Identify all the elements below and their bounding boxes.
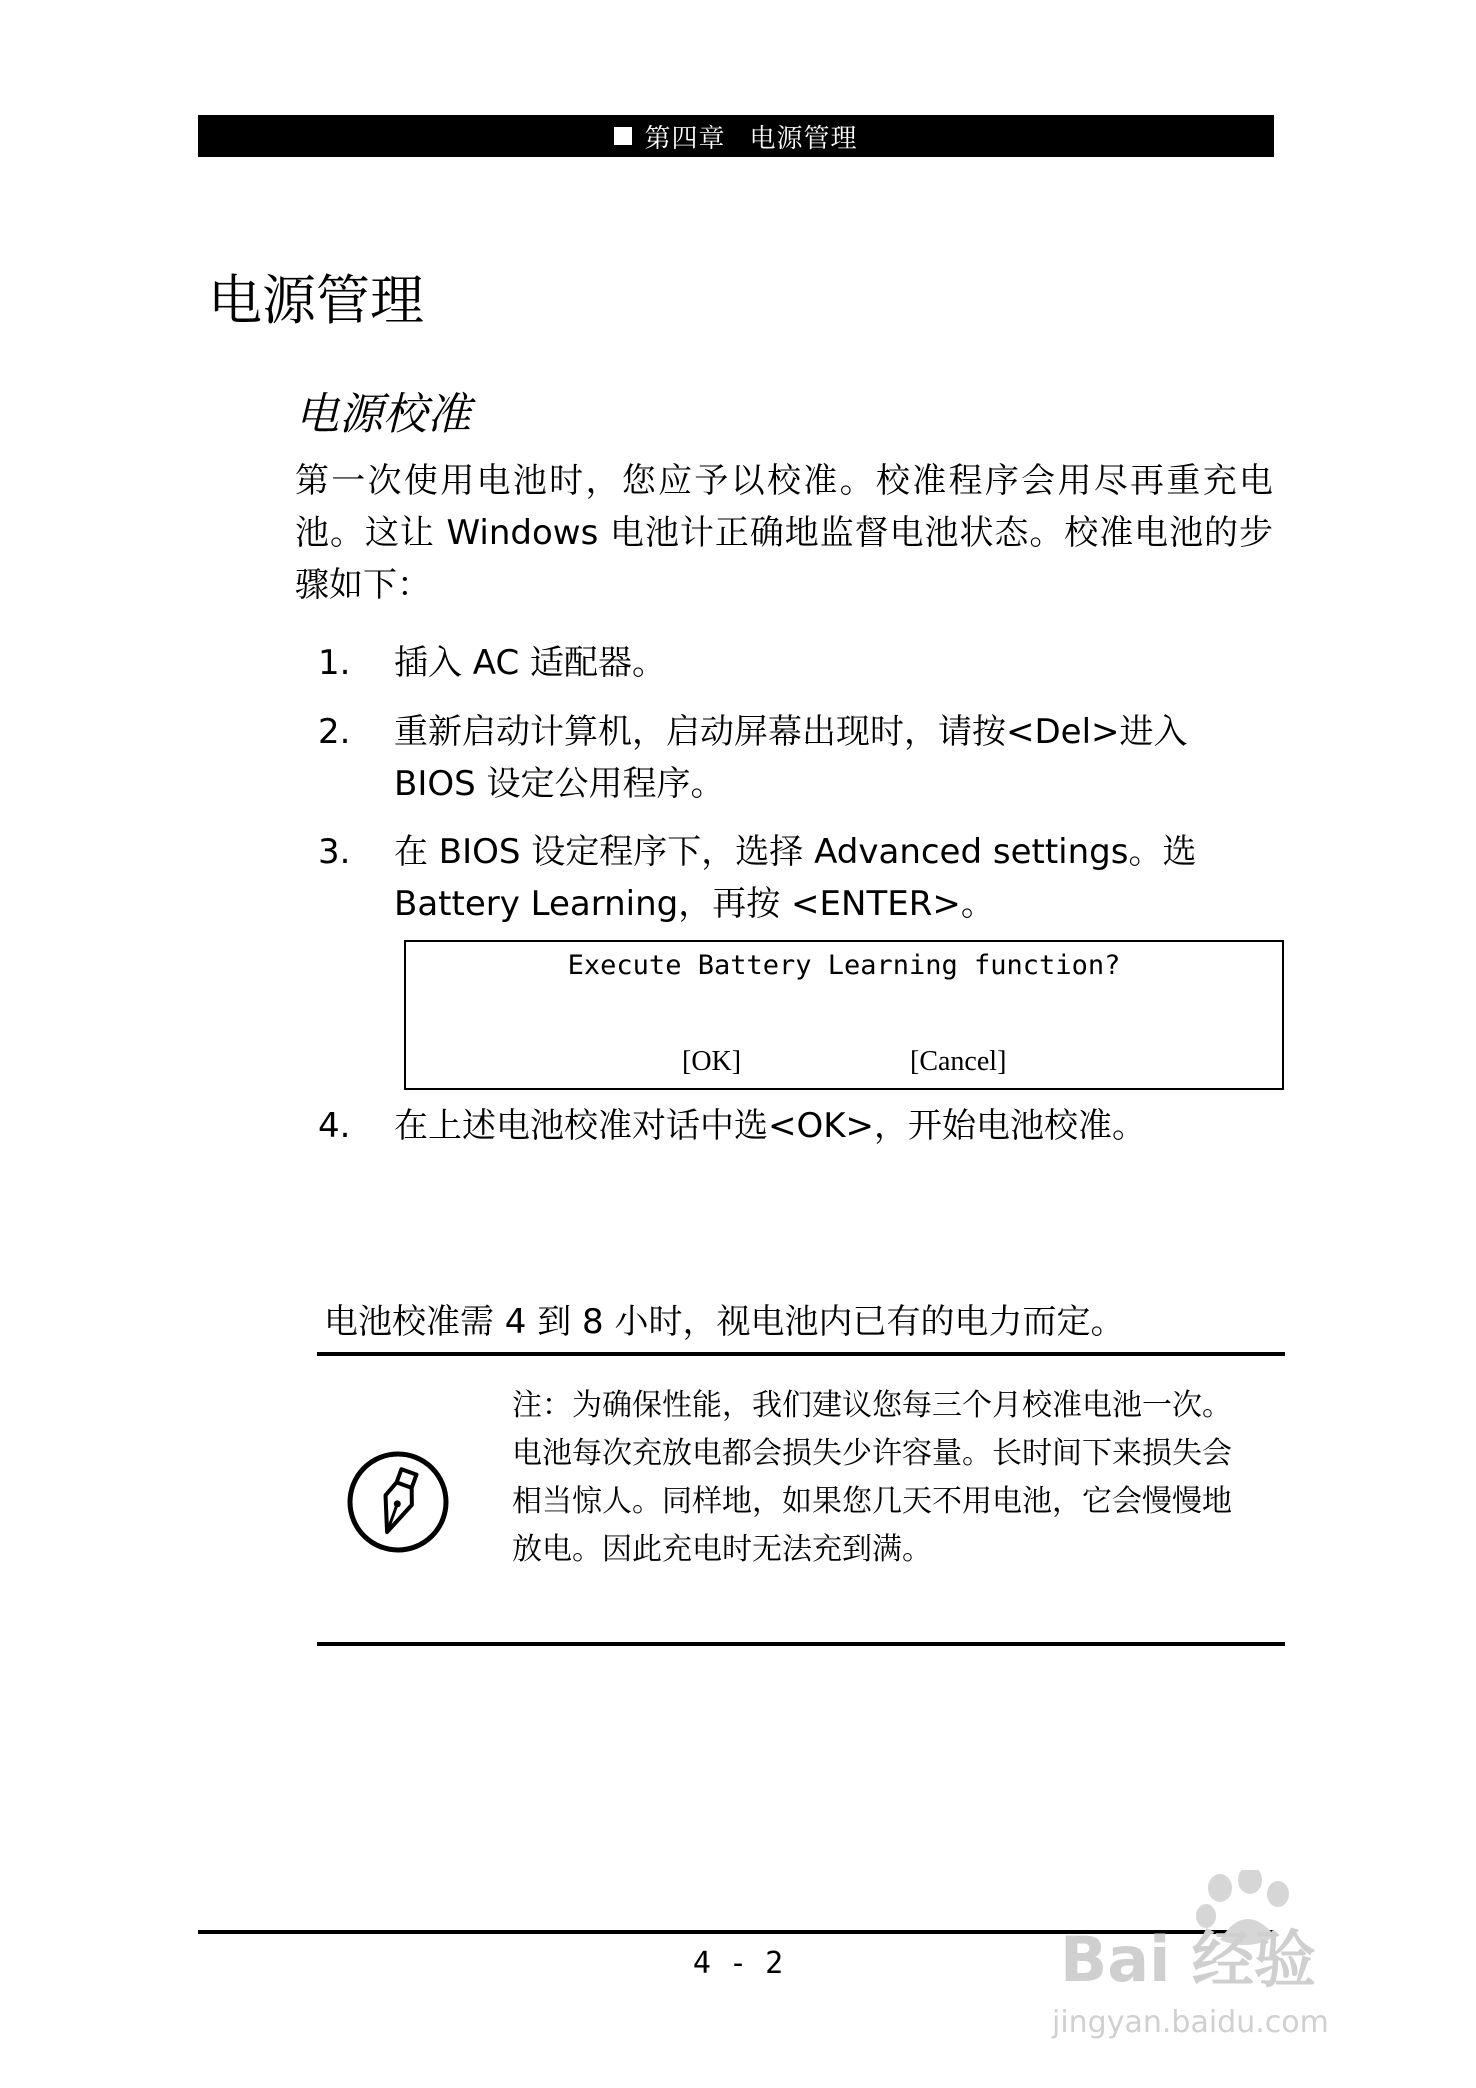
battery-learning-dialog	[404, 940, 1284, 1090]
square-bullet-icon	[614, 127, 632, 145]
section-title: 电源校准	[295, 389, 471, 440]
intro-paragraph: 第一次使用电池时，您应予以校准。校准程序会用尽再重充电池。这让 Windows 电池计正确地监督电池状态。校准电池的步骤如下：	[295, 461, 1273, 605]
note-top-rule	[317, 1352, 1285, 1356]
ok-button[interactable]: [OK]	[682, 1046, 742, 1077]
chapter-title: 电源管理	[749, 123, 858, 154]
pen-nib-icon	[346, 1450, 450, 1554]
note-text: 注：为确保性能，我们建议您每三个月校准电池一次。电池每次充放电都会损失少许容量。长时间下来损失会相当惊人。同样地，如果您几天不用电池，它会慢慢地放电。因此充电时无法充到满。	[512, 1388, 1232, 1567]
chapter-header-bar	[198, 115, 1274, 157]
step-text: 在上述电池校准对话中选<OK>，开始电池校准。	[394, 1106, 1147, 1146]
watermark-brand: Bai 经验	[1060, 1923, 1316, 1996]
step-number: 2.	[318, 712, 351, 752]
chapter-label: 第四章	[644, 123, 726, 154]
note-bottom-rule	[317, 1642, 1285, 1646]
baidu-watermark	[1040, 1870, 1420, 2070]
step-number: 3.	[318, 832, 351, 872]
page-title: 电源管理	[208, 269, 424, 332]
dialog-message: Execute Battery Learning function?	[567, 950, 1121, 981]
cancel-button[interactable]: [Cancel]	[910, 1046, 1007, 1077]
step-number: 1.	[318, 643, 351, 683]
page-number: 4 - 2	[692, 1946, 784, 1981]
step-text: 插入 AC 适配器。	[394, 643, 667, 683]
step-text: 重新启动计算机，启动屏幕出现时，请按<Del>进入 BIOS 设定公用程序。	[394, 712, 1188, 804]
watermark-url: jingyan.baidu.com	[1052, 2005, 1329, 2040]
step-number: 4.	[318, 1106, 351, 1146]
calibration-time-remark: 电池校准需 4 到 8 小时，视电池内已有的电力而定。	[324, 1302, 1125, 1342]
step-text: 在 BIOS 设定程序下，选择 Advanced settings。选 Battery Learning，再按 <ENTER>。	[394, 832, 1197, 924]
